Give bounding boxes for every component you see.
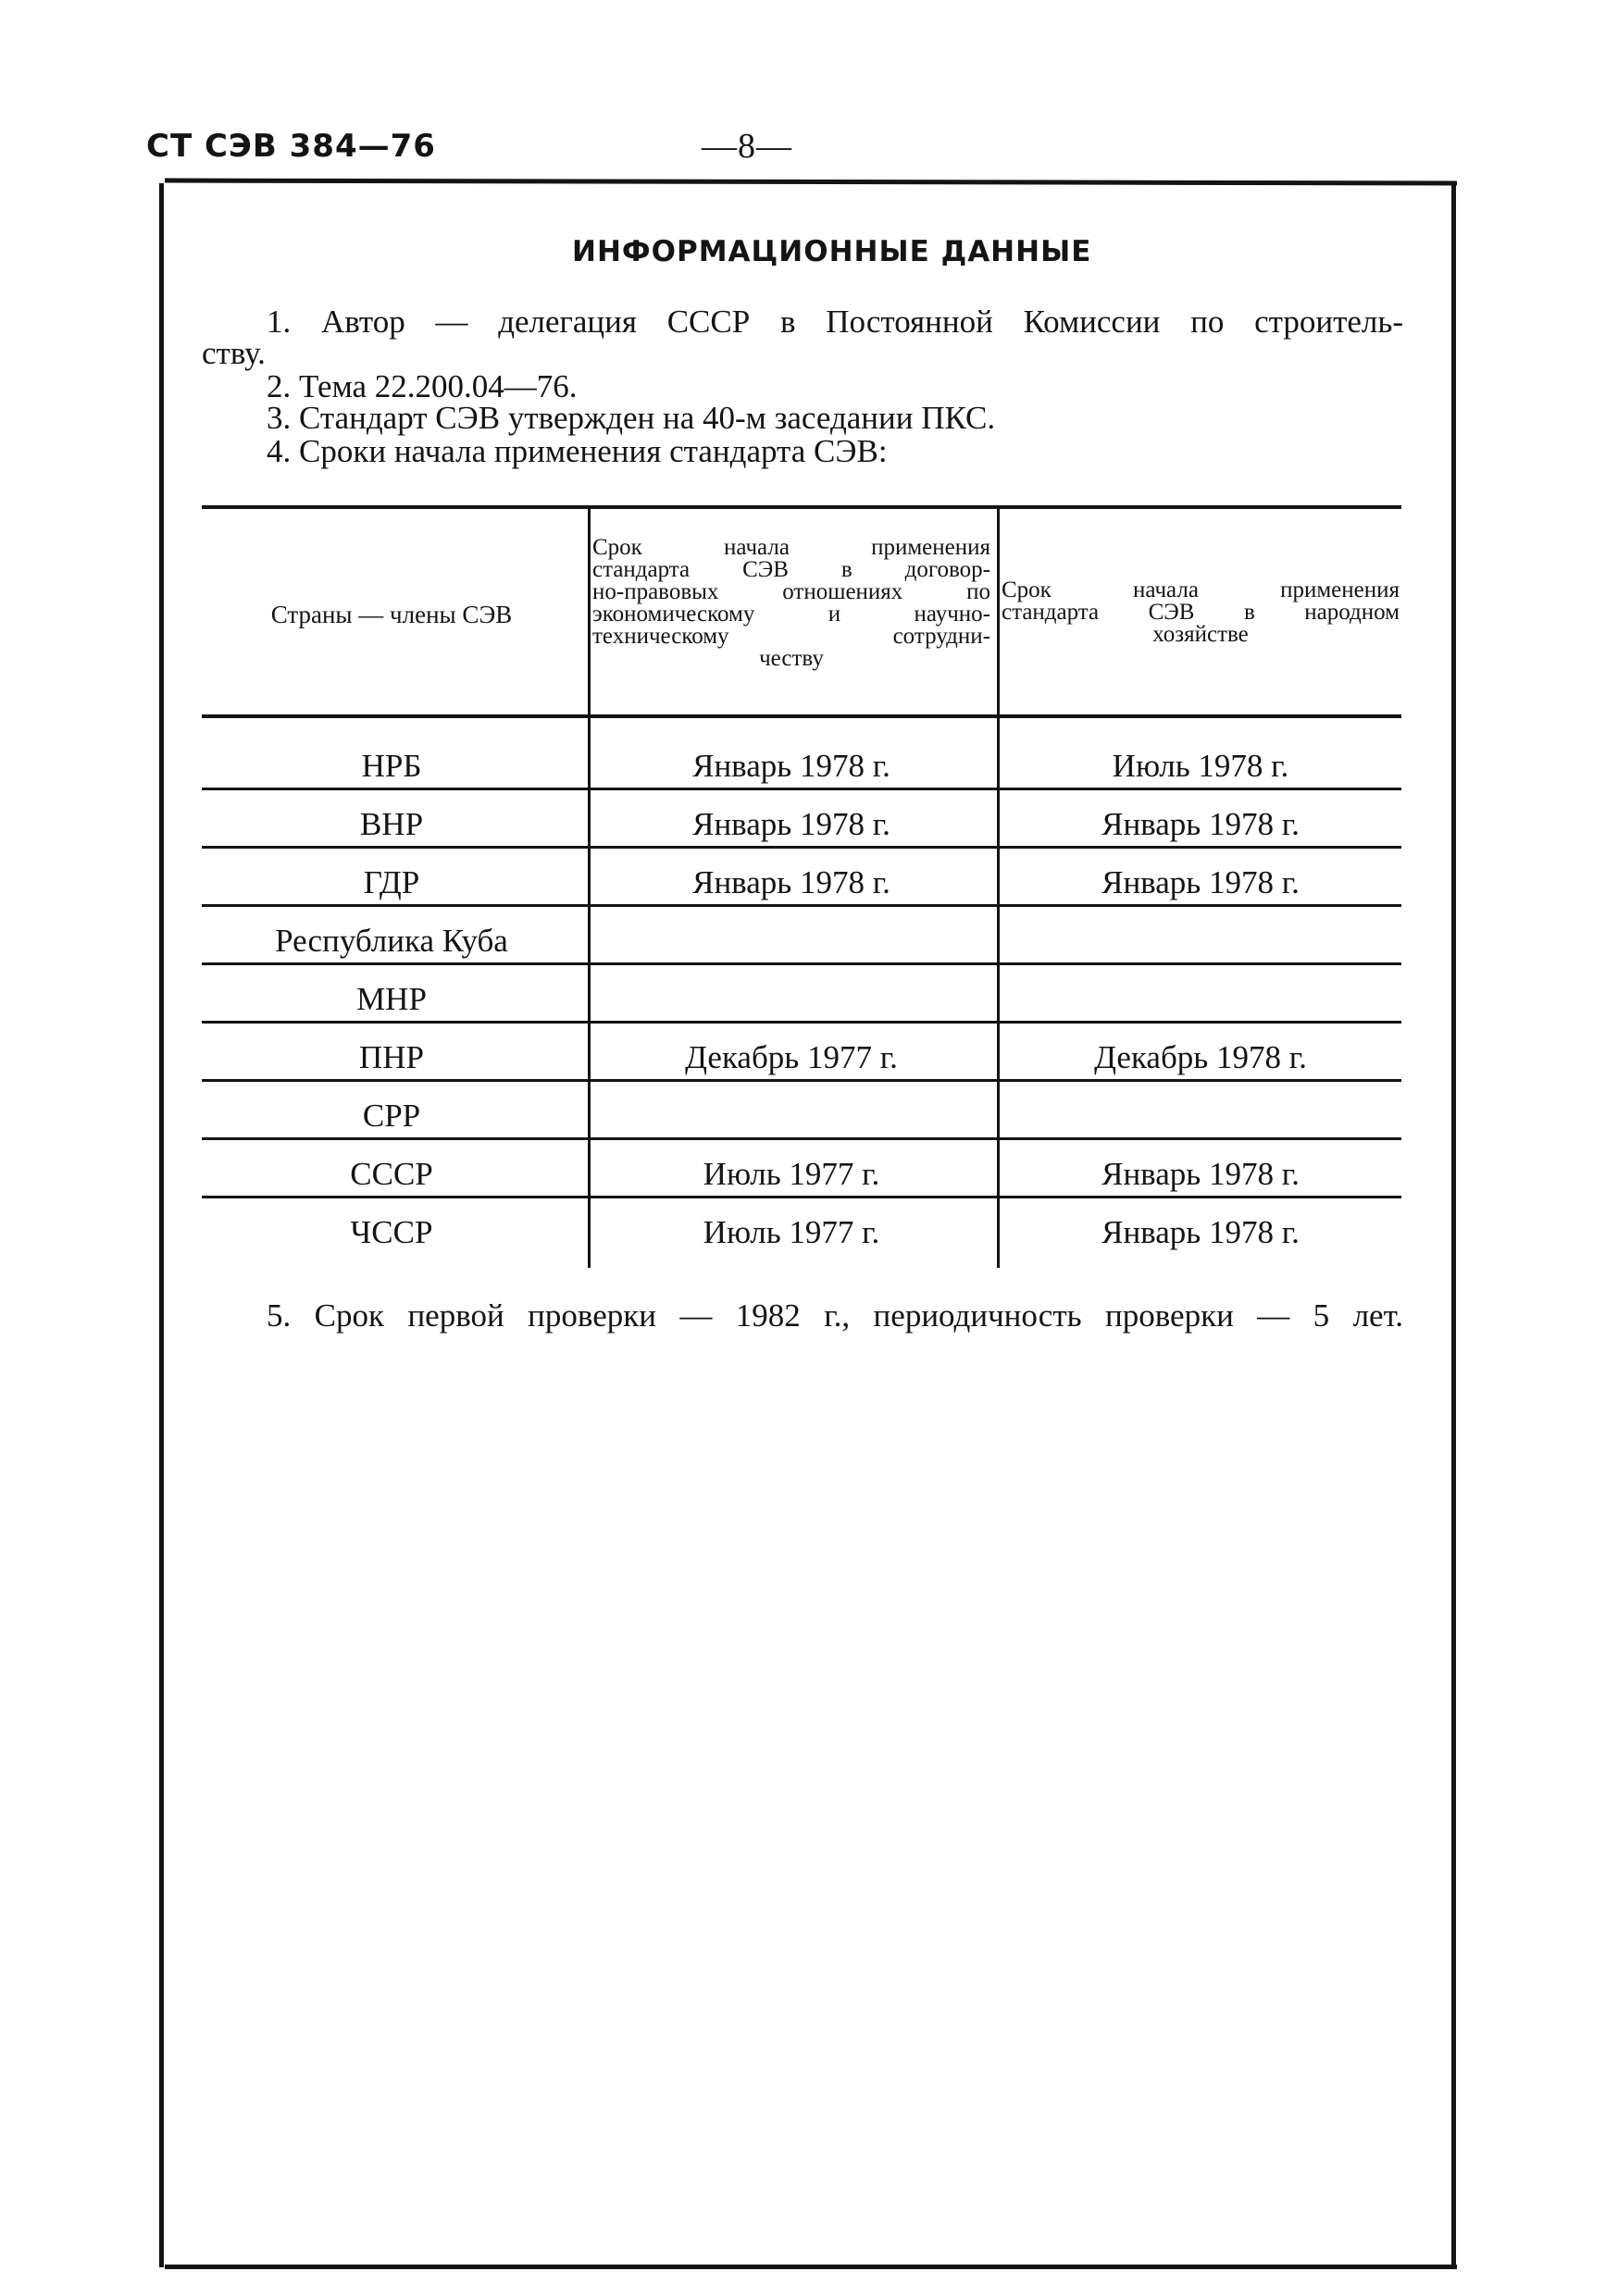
row-rule: [202, 1021, 1401, 1024]
contract-date-cell: Июль 1977 г.: [703, 1156, 880, 1192]
header-contract-line: Срок начала применения: [592, 535, 990, 560]
header-contract-line: но-правовых отношениях по: [592, 579, 990, 604]
row-rule: [202, 1079, 1401, 1082]
country-cell: ГДР: [363, 864, 420, 900]
item-5: 5. Срок первой проверки — 1982 г., периодичность проверки — 5 лет.: [267, 1297, 1403, 1334]
table-col-divider-1: [588, 509, 591, 1268]
contract-date-cell: Декабрь 1977 г.: [685, 1039, 898, 1075]
frame-bottom-border: [165, 2265, 1457, 2269]
frame-left-border: [159, 183, 164, 2267]
contract-date-cell: Январь 1978 г.: [692, 748, 890, 784]
header-economy-line: стандарта СЭВ в народном: [1002, 600, 1400, 625]
item-2: 2. Тема 22.200.04—76.: [267, 368, 578, 404]
section-title: ИНФОРМАЦИОННЫЕ ДАННЫЕ: [572, 235, 1092, 268]
header-economy-date: [1002, 579, 1400, 646]
item-1-line-1: 1. Автор — делегация СССР в Постоянной Комиссии по строитель-: [267, 304, 1403, 340]
header-contract-line: честву: [759, 646, 824, 671]
header-economy-line: хозяйстве: [1152, 622, 1249, 647]
country-cell: МНР: [356, 981, 427, 1017]
contract-date-cell: Июль 1977 г.: [703, 1214, 880, 1250]
table-col-divider-2: [997, 509, 1000, 1268]
page-number: —8—: [702, 127, 792, 166]
country-cell: СРР: [362, 1098, 421, 1134]
header-contract-line: экономическому и научно-: [592, 602, 990, 627]
country-cell: СССР: [350, 1156, 433, 1192]
row-rule: [202, 1196, 1401, 1198]
header-contract-line: стандарта СЭВ в договор-: [592, 557, 990, 582]
country-cell: ВНР: [359, 806, 424, 842]
row-rule: [202, 962, 1401, 965]
contract-date-cell: Январь 1978 г.: [692, 806, 890, 842]
row-rule: [202, 846, 1401, 849]
header-countries: Страны — члены СЭВ: [270, 601, 513, 628]
item-1-line-2: ству.: [202, 335, 266, 371]
row-rule: [202, 788, 1401, 790]
contract-date-cell: Январь 1978 г.: [692, 864, 890, 900]
economy-date-cell: Январь 1978 г.: [1101, 864, 1300, 900]
table-header-rule: [202, 714, 1401, 718]
item-4: 4. Сроки начала применения стандарта СЭВ:: [267, 433, 888, 469]
item-3: 3. Стандарт СЭВ утвержден на 40-м заседании ПКС.: [267, 400, 996, 436]
table-top-rule: [202, 505, 1401, 509]
country-cell: Республика Куба: [275, 923, 508, 959]
economy-date-cell: Декабрь 1978 г.: [1094, 1039, 1307, 1075]
country-cell: ЧССР: [350, 1214, 433, 1250]
economy-date-cell: Январь 1978 г.: [1101, 806, 1300, 842]
country-cell: ПНР: [358, 1039, 425, 1075]
economy-date-cell: Январь 1978 г.: [1101, 1214, 1300, 1250]
frame-right-border: [1451, 183, 1456, 2267]
row-rule: [202, 904, 1401, 907]
header-economy-line: Срок начала применения: [1002, 577, 1400, 602]
economy-date-cell: Июль 1978 г.: [1112, 748, 1289, 784]
header-contract-date: [592, 537, 990, 670]
header-contract-line: техническому сотрудни-: [592, 624, 990, 649]
standard-code: СТ СЭВ 384—76: [146, 128, 436, 165]
row-rule: [202, 1137, 1401, 1140]
economy-date-cell: Январь 1978 г.: [1101, 1156, 1300, 1192]
country-cell: НРБ: [361, 748, 422, 784]
frame-top-border: [165, 179, 1457, 186]
